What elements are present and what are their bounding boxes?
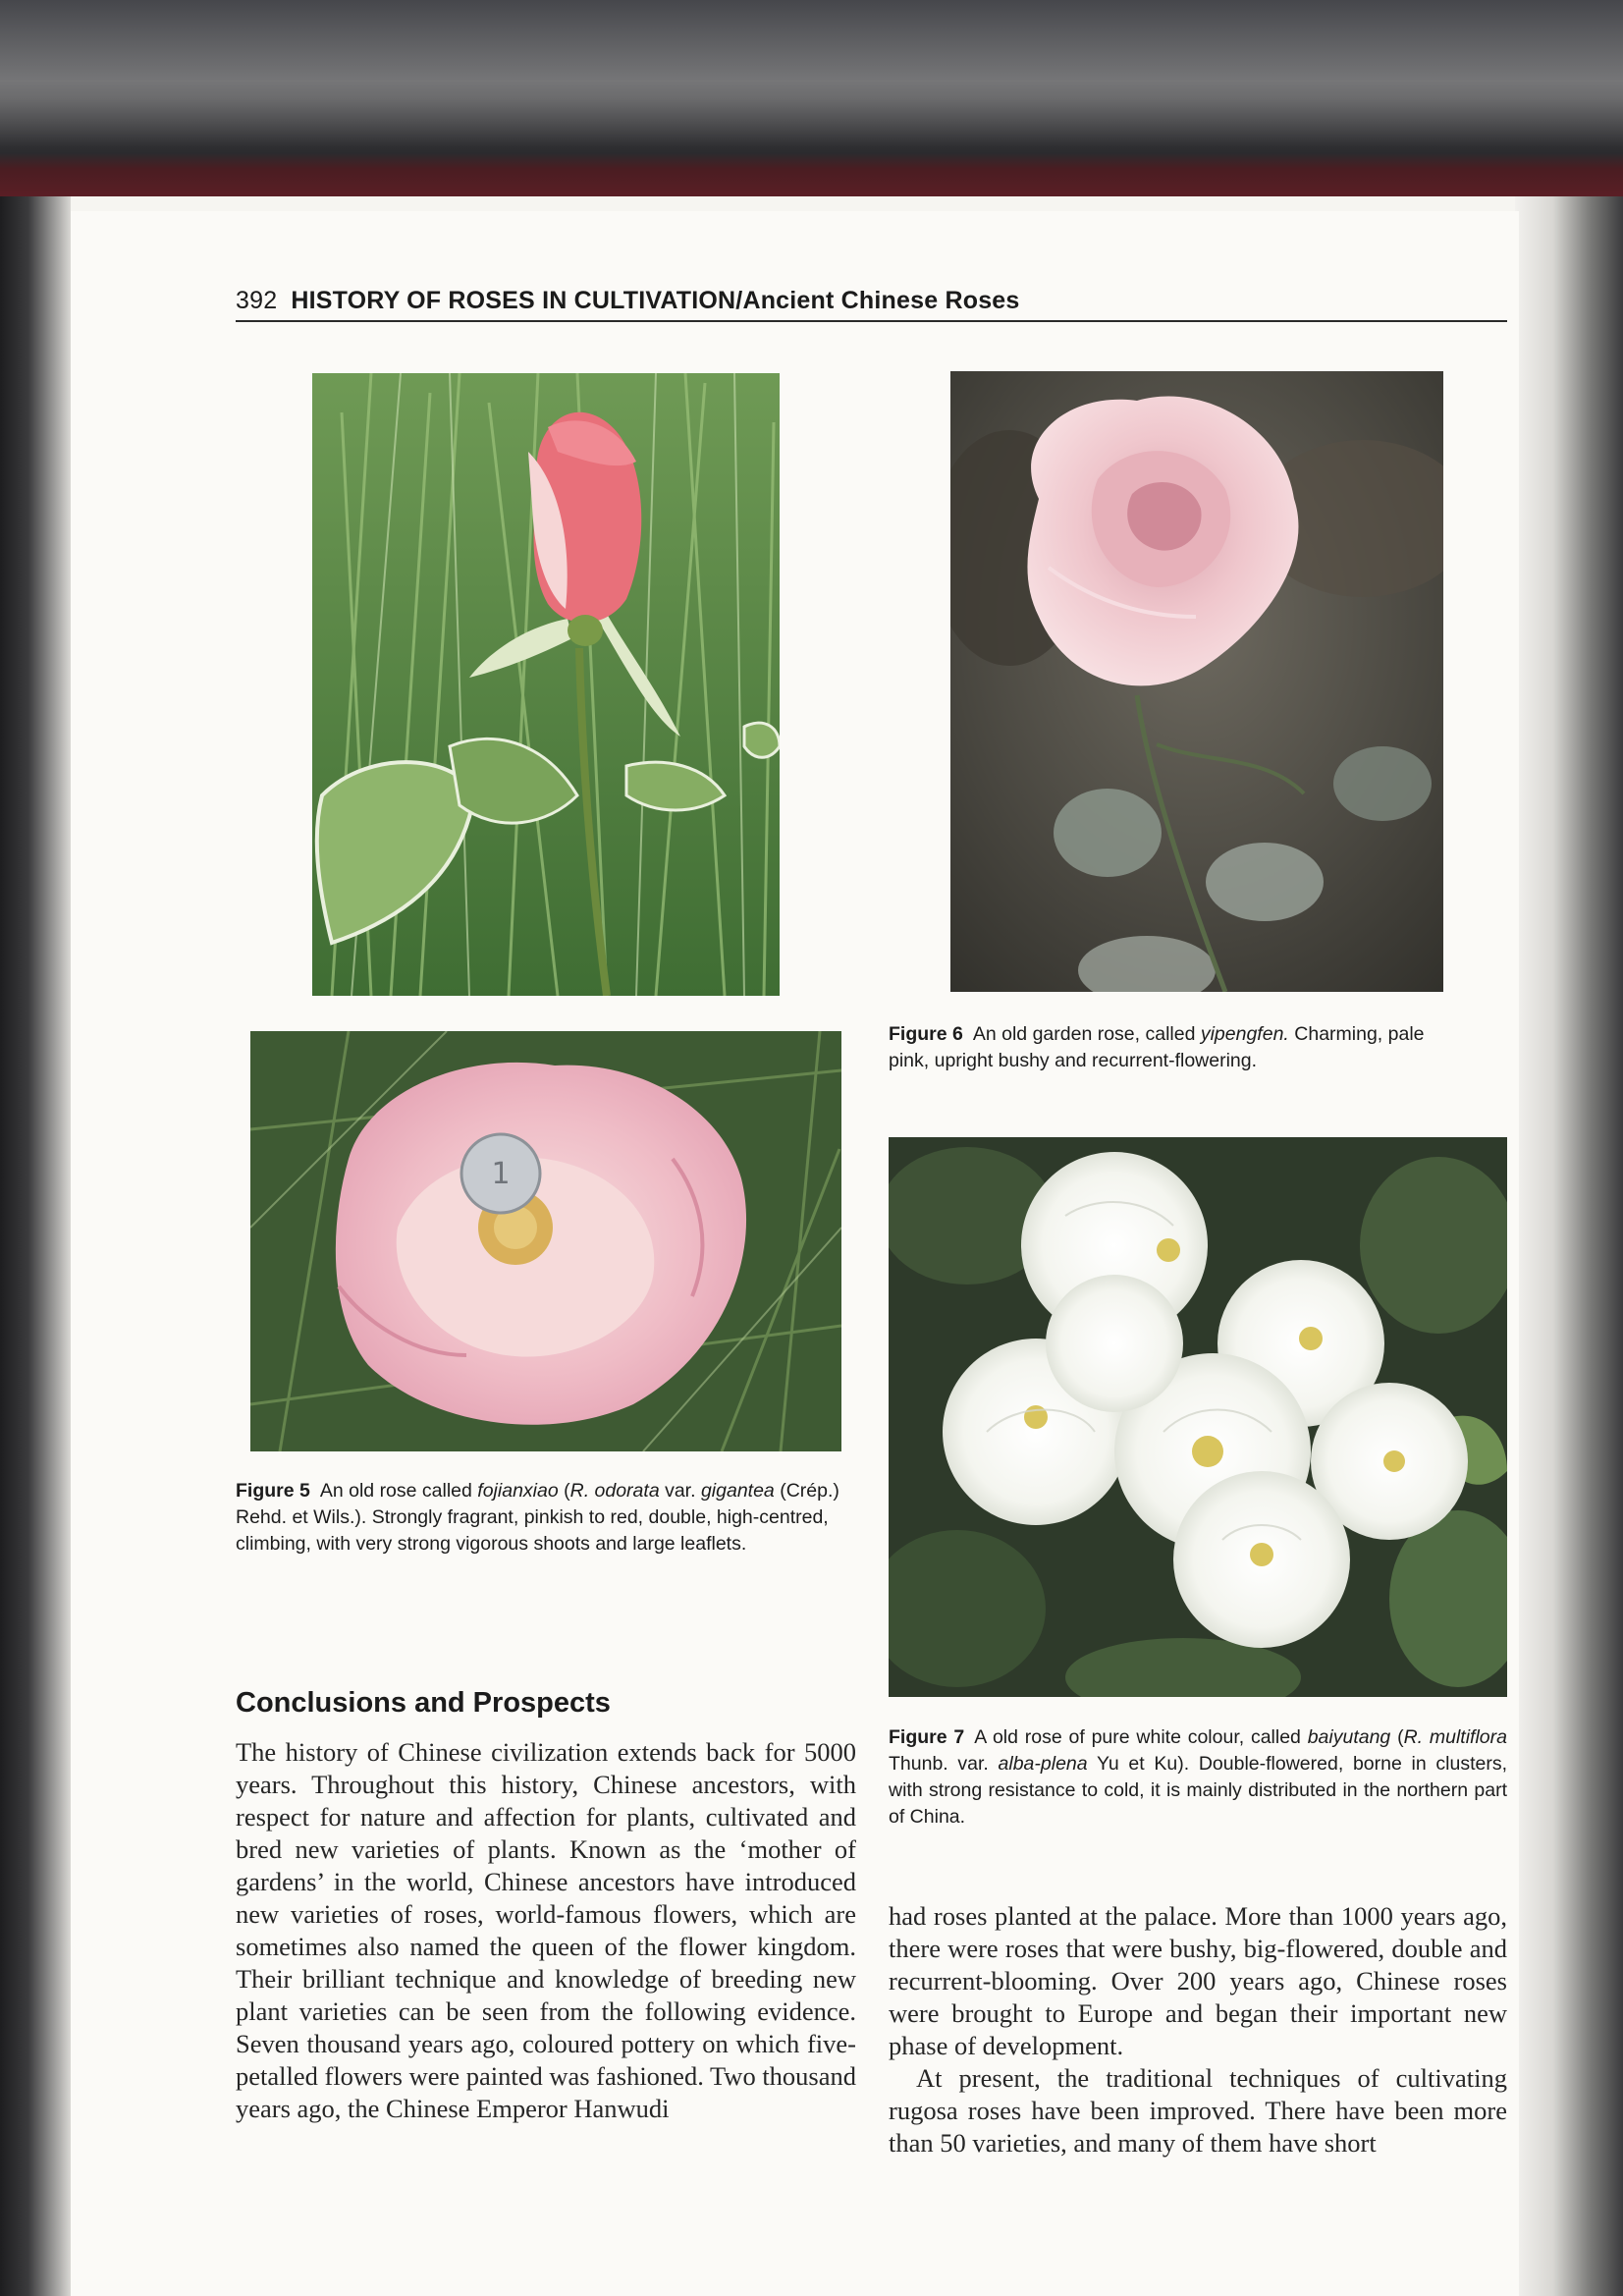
- figure-7-species: R. multiflora: [1403, 1726, 1507, 1748]
- figure-5-variety: gigantea: [700, 1480, 775, 1502]
- figure-4-photo: [312, 373, 780, 996]
- svg-text:1: 1: [491, 1157, 511, 1191]
- book-spine-shadow: [0, 196, 71, 2296]
- figure-6-text-tail: Charming, pale pink, upright bushy and recurrent-flowering.: [889, 1023, 1425, 1071]
- figure-6-rose-name: yipengfen.: [1200, 1023, 1289, 1045]
- figure-7-photo: [889, 1137, 1507, 1697]
- figure-5-rose-name: fojianxiao: [477, 1480, 559, 1502]
- figure-5-text-3: var.: [659, 1480, 701, 1502]
- figure-7-text-3: Thunb. var.: [889, 1753, 999, 1775]
- figure-7-text-4: Yu et Ku). Double-flowered, borne in clusters, with strong resistance to cold, it is mainly distributed in the northern part of China.: [889, 1753, 1507, 1828]
- body-paragraph-right-1: had roses planted at the palace. More than 1000 years ago, there were roses that were bushy, big-flowered, double and recurrent-blooming. Over 200 years ago, Chinese roses were brought to Europe and began their important new phase of development.: [889, 1901, 1507, 2060]
- body-paragraph-left: The history of Chinese civilization extends back for 5000 years. Throughout this history, Chinese ancestors, with respect for nature and affection for plants, cultivated and bred new varieties of plants. Known as the ‘mother of gardens’ in the world, Chinese ancestors have introduced new varieties of roses, world-famous flowers, which are sometimes also named the queen of the flower kingdom. Their brilliant technique and knowledge of breeding new plant varieties can be seen from the following evidence. Seven thousand years ago, coloured pottery on which five-petalled flowers were painted was fashioned. Two thousand years ago, the Chinese Emperor Hanwudi: [236, 1737, 857, 2123]
- figure-6-text: An old garden rose, called: [972, 1023, 1201, 1045]
- figure-5-label: Figure 5: [236, 1480, 310, 1502]
- figure-5-species: R. odorata: [569, 1480, 660, 1502]
- figure-5-photo: [250, 1031, 841, 1451]
- body-column-right: [889, 1900, 1507, 2159]
- figure-7-rose-name: baiyutang: [1307, 1726, 1391, 1748]
- figure-7-text: A old rose of pure white colour, called: [974, 1726, 1308, 1748]
- figure-6-label: Figure 6: [889, 1023, 963, 1045]
- figure-7-label: Figure 7: [889, 1726, 965, 1748]
- figure-7-caption: [889, 1724, 1507, 1831]
- figure-6-photo: [950, 371, 1443, 992]
- page-edge-shadow: [1515, 196, 1623, 2296]
- scanner-glare: [0, 0, 1623, 147]
- body-paragraph-right-2: At present, the traditional techniques of cultivating rugosa roses have been improved. There have been more than 50 varieties, and many of them have short: [889, 2063, 1507, 2158]
- header-rule: [236, 320, 1507, 322]
- running-head: [236, 287, 1020, 315]
- figure-5-text-4: (Crép.) Rehd. et Wils.). Strongly fragrant, pinkish to red, double, high-centred, climbing, with very strong vigorous shoots and large leaflets.: [236, 1480, 839, 1555]
- section-heading: Conclusions and Prospects: [236, 1687, 611, 1719]
- figure-6-caption: [889, 1021, 1468, 1074]
- figure-7-variety: alba-plena: [998, 1753, 1088, 1775]
- figure-5-text-2: (: [558, 1480, 570, 1502]
- body-column-left: [236, 1736, 856, 2125]
- figure-7-text-2: (: [1390, 1726, 1404, 1748]
- figure-5-caption: [236, 1478, 856, 1558]
- figure-5-text: An old rose called: [319, 1480, 478, 1502]
- page-number: 392: [236, 287, 278, 314]
- running-head-title: HISTORY OF ROSES IN CULTIVATION/Ancient Chinese Roses: [291, 287, 1020, 314]
